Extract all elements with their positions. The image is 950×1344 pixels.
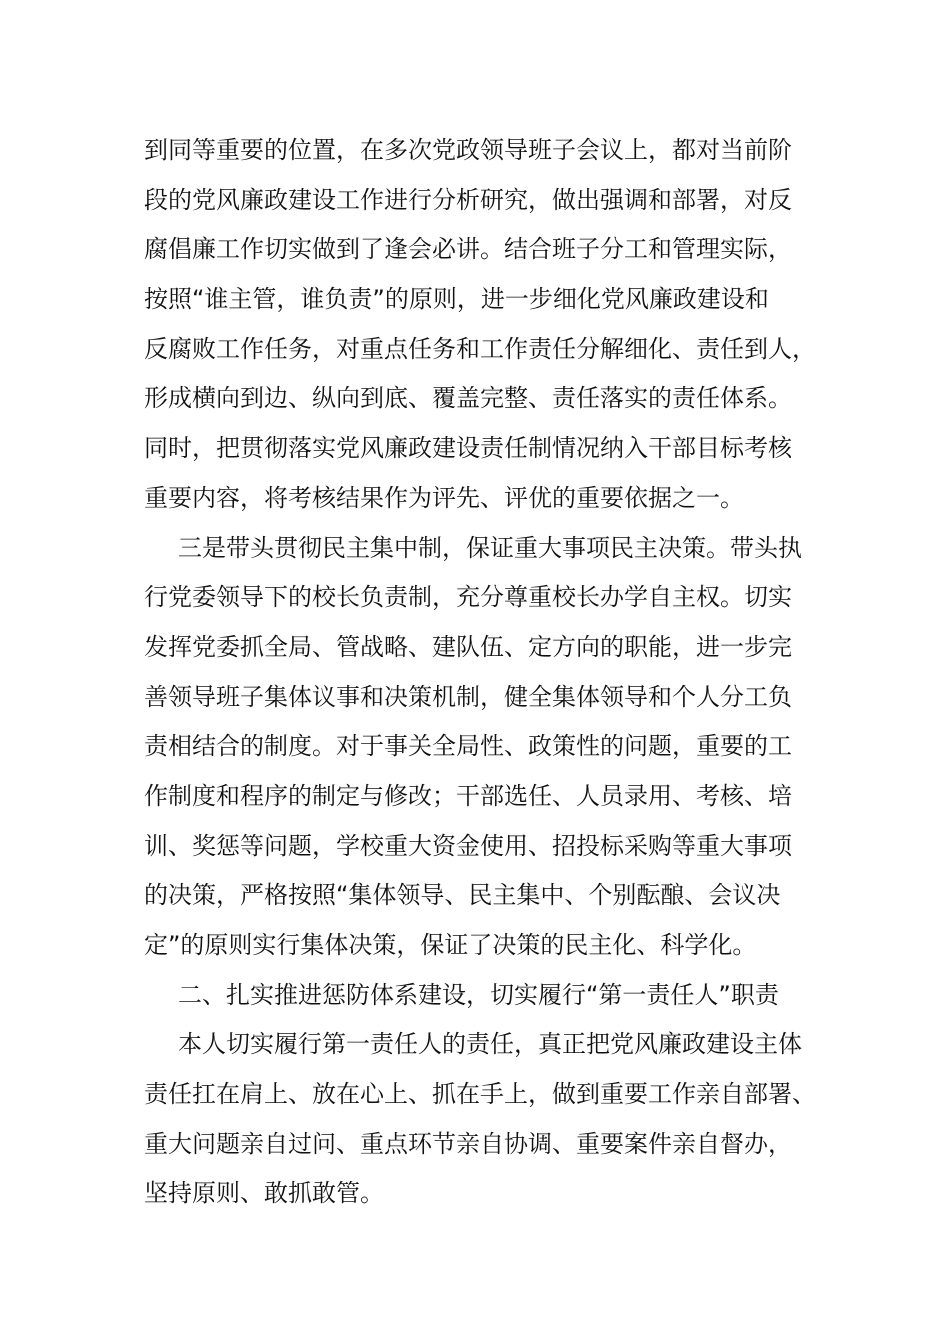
- text-line: 作制度和程序的制定与修改；干部选任、人员录用、考核、培: [144, 781, 792, 810]
- document-body: [144, 126, 824, 1219]
- text-line: 腐倡廉工作切实做到了逢会必讲。结合班子分工和管理实际，: [144, 235, 792, 264]
- text-line: 到同等重要的位置，在多次党政领导班子会议上，都对当前阶: [144, 136, 792, 164]
- text-line: 善领导班子集体议事和决策机制，健全集体领导和个人分工负: [144, 682, 792, 711]
- text-line: 发挥党委抓全局、管战略、建队伍、定方向的职能，进一步完: [144, 632, 792, 661]
- section-heading: 二、扎实推进惩防体系建设，切实履行“第一责任人”职责: [178, 980, 779, 1009]
- text-line: 重要内容，将考核结果作为评先、评优的重要依据之一。: [144, 483, 744, 512]
- text-line: 反腐败工作任务，对重点任务和工作责任分解细化、责任到人，: [144, 334, 816, 363]
- text-line: 行党委领导下的校长负责制，充分尊重校长办学自主权。切实: [144, 583, 792, 612]
- text-line: 按照“谁主管，谁负责”的原则，进一步细化党风廉政建设和: [144, 285, 769, 314]
- text-line: 形成横向到边、纵向到底、覆盖完整、责任落实的责任体系。: [144, 384, 792, 413]
- text-line: 的决策，严格按照“集体领导、民主集中、个别酝酿、会议决: [144, 881, 781, 910]
- text-line: 段的党风廉政建设工作进行分析研究，做出强调和部署，对反: [144, 185, 792, 214]
- paragraph-first-line: 三是带头贯彻民主集中制，保证重大事项民主决策。带头执: [178, 533, 802, 562]
- paragraph-first-line: 本人切实履行第一责任人的责任，真正把党风廉政建设主体: [178, 1030, 802, 1059]
- text-line: 定”的原则实行集体决策，保证了决策的民主化、科学化。: [144, 931, 757, 959]
- text-line: 责任扛在肩上、放在心上、抓在手上，做到重要工作亲自部署、: [144, 1080, 816, 1109]
- text-line: 同时，把贯彻落实党风廉政建设责任制情况纳入干部目标考核: [144, 434, 792, 463]
- text-line: 训、奖惩等问题，学校重大资金使用、招投标采购等重大事项: [144, 831, 792, 860]
- text-line: 坚持原则、敢抓敢管。: [144, 1179, 384, 1208]
- text-line: 重大问题亲自过问、重点环节亲自协调、重要案件亲自督办，: [144, 1129, 792, 1158]
- text-line: 责相结合的制度。对于事关全局性、政策性的问题，重要的工: [144, 732, 792, 761]
